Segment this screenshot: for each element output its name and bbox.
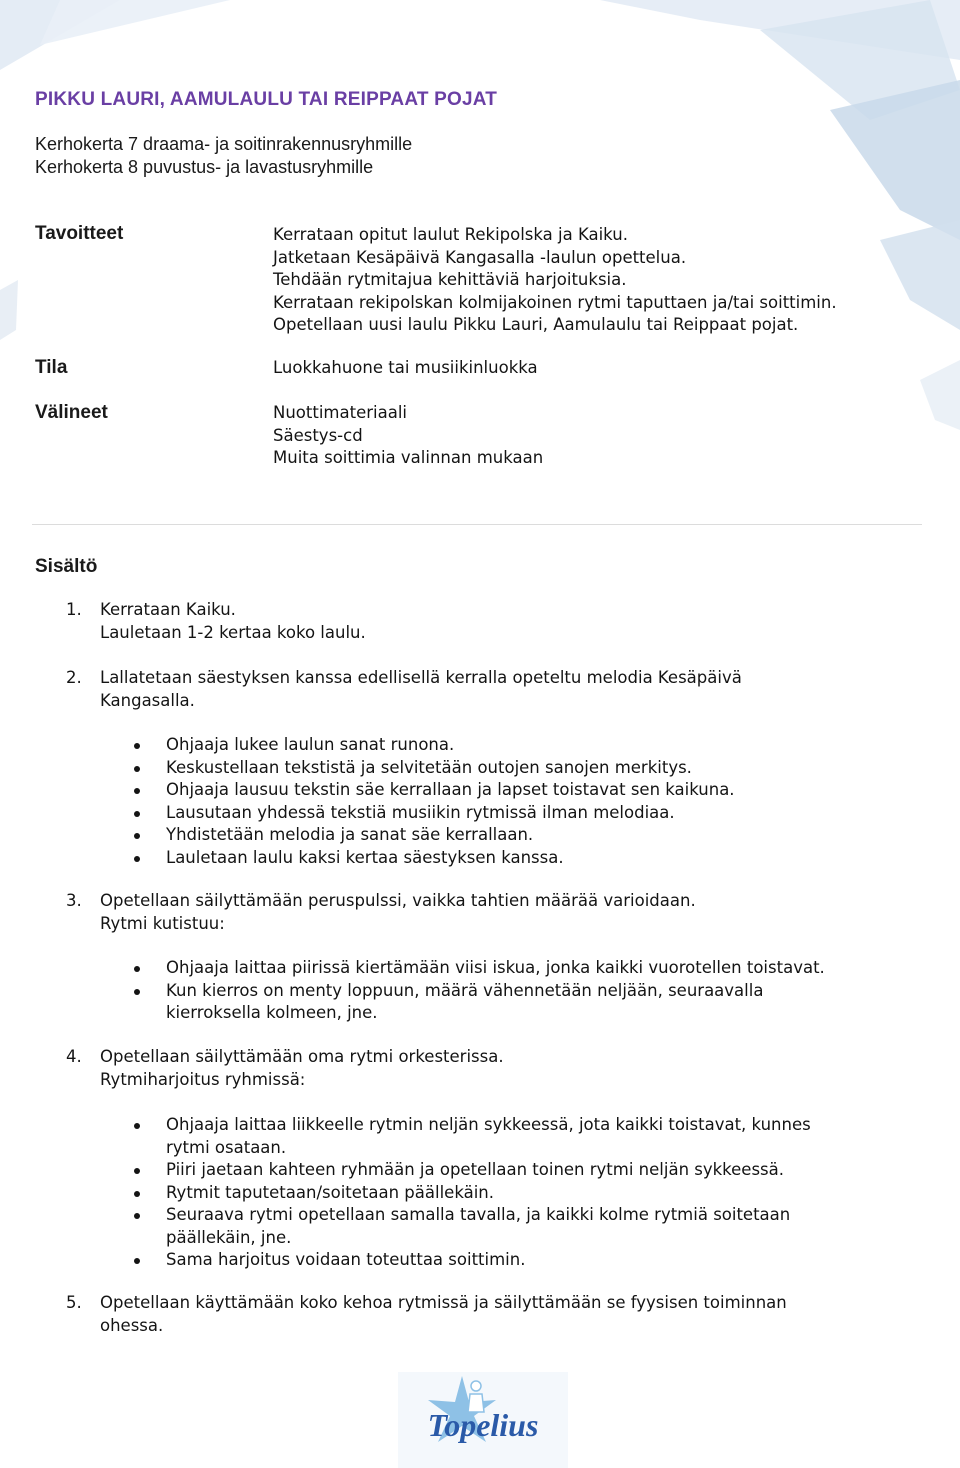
bullet-text: Seuraava rytmi opetellaan samalla tavalla, ja kaikki kolme rytmiä soitetaan <box>166 1205 791 1224</box>
bullet-text: Yhdistetään melodia ja sanat säe kerrallaan. <box>166 825 534 844</box>
bullet-dot <box>134 811 140 817</box>
bullet-continuation <box>132 1227 811 1250</box>
item-line: Rytmiharjoitus ryhmissä: <box>100 1069 306 1089</box>
bullet-item <box>132 824 735 847</box>
item-3-bullets <box>132 957 825 1025</box>
bullet-text: Keskustellaan tekstistä ja selvitetään outojen sanojen merkitys. <box>166 757 692 777</box>
item-line: Opetellaan säilyttämään oma rytmi orkesterissa. <box>100 1047 504 1066</box>
bullet-item <box>132 957 825 980</box>
bullet-dot <box>134 766 140 772</box>
space-label: Tila <box>35 357 68 378</box>
item-line: Lauletaan 1-2 kertaa koko laulu. <box>100 622 366 642</box>
bullet-item <box>132 1114 811 1137</box>
subtitle-session-7: Kerhokerta 7 draama- ja soitinrakennusryhmille <box>35 134 413 154</box>
section-divider <box>32 524 922 525</box>
bullet-dot <box>134 989 140 995</box>
item-text <box>100 890 880 935</box>
item-line: Opetellaan käyttämään koko kehoa rytmissä ja säilyttämään se fyysisen toiminnan <box>100 1293 787 1312</box>
item-line: Opetellaan säilyttämään peruspulssi, vaikka tahtien määrää varioidaan. <box>100 891 696 910</box>
item-number: 4. <box>66 1047 82 1066</box>
bullet-continuation <box>132 1002 825 1025</box>
bullet-continuation <box>132 1137 811 1160</box>
bullet-text: Ohjaaja laittaa liikkeelle rytmin neljän sykkeessä, jota kaikki toistavat, kunnes <box>166 1115 811 1134</box>
bullet-dot <box>134 1168 140 1174</box>
bullet-item <box>132 757 735 780</box>
bullet-item <box>132 1182 811 1205</box>
bullet-dot <box>134 1258 140 1264</box>
item-line: ohessa. <box>100 1315 164 1335</box>
bullet-text: Ohjaaja laittaa piirissä kiertämään viisi iskua, jonka kaikki vuorotellen toistavat. <box>166 958 825 977</box>
bullet-text: Piiri jaetaan kahteen ryhmään ja opetellaan toinen rytmi neljän sykkeessä. <box>166 1160 785 1179</box>
content-heading: Sisältö <box>35 556 98 577</box>
document-title: PIKKU LAURI, AAMULAULU TAI REIPPAAT POJAT <box>35 89 498 110</box>
tool-item: Nuottimateriaali <box>273 403 407 422</box>
item-text <box>100 1292 880 1337</box>
bullet-text: Ohjaaja lausuu tekstin säe kerrallaan ja lapset toistavat sen kaikuna. <box>166 780 735 799</box>
topelius-logo <box>398 1372 568 1468</box>
bullet-dot <box>134 856 140 862</box>
item-text <box>100 667 880 712</box>
item-line: Kangasalla. <box>100 690 195 710</box>
item-number: 5. <box>66 1293 82 1312</box>
tools-list <box>273 402 543 470</box>
bullet-dot <box>134 743 140 749</box>
goals-list <box>273 224 837 337</box>
subtitle-session-8: Kerhokerta 8 puvustus- ja lavastusryhmille <box>35 157 374 177</box>
goal-item: Tehdään rytmitajua kehittäviä harjoituksia. <box>273 270 627 289</box>
item-text <box>100 1046 880 1091</box>
goals-label: Tavoitteet <box>35 223 124 244</box>
bullet-item <box>132 1249 811 1272</box>
item-line: Lallatetaan säestyksen kanssa edellisellä kerralla opeteltu melodia Kesäpäivä <box>100 668 742 687</box>
bullet-dot <box>134 833 140 839</box>
bullet-text: Sama harjoitus voidaan toteuttaa soittimin. <box>166 1250 526 1269</box>
tool-item: Säestys-cd <box>273 425 363 445</box>
item-number: 3. <box>66 891 82 910</box>
tool-item: Muita soittimia valinnan mukaan <box>273 448 544 467</box>
bullet-text: päällekäin, jne. <box>166 1227 292 1247</box>
bullet-text: kierroksella kolmeen, jne. <box>166 1003 378 1022</box>
logo-text: Topelius <box>427 1407 539 1443</box>
goal-item: Opetellaan uusi laulu Pikku Lauri, Aamulaulu tai Reippaat pojat. <box>273 315 799 334</box>
item-2-bullets <box>132 734 735 869</box>
bullet-item <box>132 779 735 802</box>
goal-item: Jatketaan Kesäpäivä Kangasalla -laulun opettelua. <box>273 247 687 267</box>
item-number: 2. <box>66 668 82 687</box>
bullet-dot <box>134 788 140 794</box>
goal-item: Kerrataan opitut laulut Rekipolska ja Kaiku. <box>273 225 628 244</box>
bullet-item <box>132 1159 811 1182</box>
item-line: Rytmi kutistuu: <box>100 913 225 933</box>
bullet-dot <box>134 1213 140 1219</box>
bullet-item <box>132 802 735 825</box>
bullet-text: Lausutaan yhdessä tekstiä musiikin rytmissä ilman melodiaa. <box>166 802 675 822</box>
bullet-item <box>132 847 735 870</box>
item-text <box>100 599 880 644</box>
bullet-dot <box>134 1123 140 1129</box>
bullet-dot <box>134 1191 140 1197</box>
item-4-bullets <box>132 1114 811 1272</box>
bullet-item <box>132 1204 811 1227</box>
tools-label: Välineet <box>35 402 108 423</box>
item-number: 1. <box>66 600 82 619</box>
space-value <box>273 357 538 380</box>
bullet-text: Rytmit taputetaan/soitetaan päällekäin. <box>166 1182 494 1202</box>
bullet-dot <box>134 966 140 972</box>
bullet-text: Ohjaaja lukee laulun sanat runona. <box>166 735 455 754</box>
space-item: Luokkahuone tai musiikinluokka <box>273 358 538 377</box>
logo-figure-head-icon <box>471 1381 481 1391</box>
bullet-item <box>132 734 735 757</box>
bullet-text: rytmi osataan. <box>166 1137 287 1157</box>
bullet-text: Lauletaan laulu kaksi kertaa säestyksen kanssa. <box>166 847 564 867</box>
goal-item: Kerrataan rekipolskan kolmijakoinen rytmi taputtaen ja/tai soittimin. <box>273 292 837 312</box>
bullet-text: Kun kierros on menty loppuun, määrä vähennetään neljään, seuraavalla <box>166 980 764 1000</box>
bullet-item <box>132 980 825 1003</box>
item-line: Kerrataan Kaiku. <box>100 600 236 619</box>
